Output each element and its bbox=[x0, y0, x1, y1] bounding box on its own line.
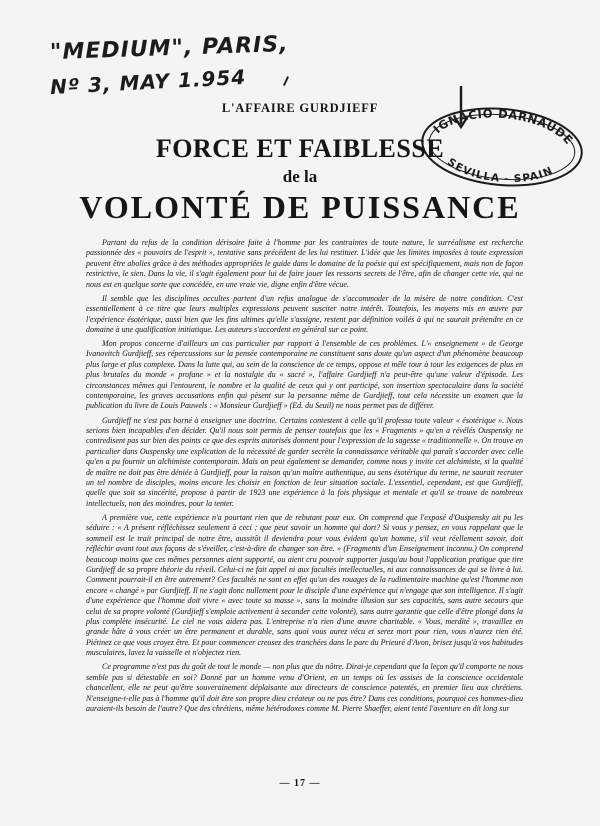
article-title-line-1: FORCE ET FAIBLESSE bbox=[155, 134, 445, 163]
paragraph: Partant du refus de la condition dérisoire faite à l'homme par les contraintes de toute nature, le surréalisme est recherche passionnée des « pouvoirs de l'esprit », tentative sans précédent de les lui restituer. L'idée que les limites imposées à toute expression peuvent être abolies grâce à des méthodes appropriées le guide dans le domaine de la poésie qui est spécifiquement, mais non de façon restrictive, le sien. Dans la vie, il s'agit également pour lui de faire jouer les ressorts secrets de l'être, afin de changer cette vie, qui ne nous est en quelque sorte que concédée, en une vraie vie, digne enfin d'être vécue. bbox=[86, 238, 523, 289]
article-title-line-2: de la bbox=[282, 167, 318, 186]
stamp-bottom-text: SEVILLA - SPAIN bbox=[444, 156, 555, 186]
article-title-line-3: VOLONTÉ DE PUISSANCE bbox=[79, 189, 521, 225]
paragraph: Gurdjieff ne s'est pas borné à enseigner une doctrine. Certains contestent à celle qu'il professa toute valeur « ésotérique ». Nous serions bien incapables d'en décider. Qu'il nous soit permis de penser toutefois que les « Fragments » qu'en a révélés Ouspensky ne contredisent pas sur bien des points ce que des esprits autorisés donnent pour l'expression de la sagesse « traditionnelle ». On trouve en particulier dans Ouspensky une explication de la nécessité de garder secrète la connaissance véritable qui paraît s'accorder avec celle qu'en a pu fournir un alchimiste contemporain. Mais on peut également se demander, comme nous y invite cet alchimiste, si la qualité de maître ne doit pas être déniée à Gurdjieff, pour la raison qu'un maître authentique, au sens ésotérique du terme, ne saurait recruter un tel nombre de disciples, moins encore les choisir en fonction de leur situation sociale. L'essentiel, cependant, est que Gurdjieff, quelle que soit sa sincérité, propose à partir de 1923 une expérience à la fois physique et mentale et qu'il se trouve de nombreux intellectuels, non des moindres, pour la tenter. bbox=[86, 415, 523, 508]
handwritten-source-annotation: "MEDIUM", PARIS, bbox=[49, 31, 289, 66]
paragraph: Mon propos concerne d'ailleurs un cas particulier par rapport à l'ensemble de ces problèmes. L'« enseignement » de George Ivanovitch Gurdjieff, ses répercussions sur la pensée contemporaine ne constituent sans doute qu'un aspect d'un phénomène beaucoup plus large et plus complexe. Dans la lutte qui, au sein de la conscience de ce temps, oppose et mêle tour à tour les exigences de plus en plus brutales du monde « profane » et la nostalgie du « sacré », l'affaire Gurdjieff n'a peut-être qu'une valeur d'épisode. Les circonstances mêmes qui l'entourent, le nombre et la qualité de ceux qui y ont participé, son insertion spectaculaire dans la société contemporaine, les graves accusations enfin qui pèsent sur la personne même de Gurdjieff, tout cela nécessite un examen que la publication du livre de Louis Pauwels : « Monsieur Gurdjieff » (Ed. du Seuil) ne nous permet pas de différer. bbox=[86, 339, 523, 411]
paragraph: Il semble que les disciplines occultes partent d'un refus analogue de s'accommoder de la misère de notre condition. C'est essentiellement à ce titre que leurs multiples expressions peuvent susciter notre intérêt. Toutefois, les moyens mis en œuvre par l'expérience ésotérique, aussi bien que les fins ultimes qu'elle s'assigne, restent par définition voilés à qui ne saurait prétendre en ce domaine à une qualification initiatique. Les auteurs s'accordent en général sur ce point. bbox=[86, 293, 523, 334]
article-kicker: L'AFFAIRE GURDJIEFF bbox=[221, 101, 379, 115]
handwritten-tick-mark bbox=[283, 76, 289, 86]
paragraph: A première vue, cette expérience n'a pourtant rien que de rebutant pour eux. On comprend que l'exposé d'Ouspensky ait pu les séduire : « A présent réfléchissez seulement à ceci ; que peut savoir un homme qui dort? Si vous y pensez, en vous rappelant que le sommeil est le trait principal de notre être, aussitôt il deviendra pour vous évident qu'un homme, s'il veut réellement savoir, doit réfléchir avant tout aux façons de s'éveiller, c'est-à-dire de changer son être. » (Fragments d'un Enseignement inconnu.) On comprend beaucoup moins que ces mêmes personnes aient supporté, ou aient cru pouvoir supporter jusqu'au bout l'application pratique que tire Gurdjieff de sa propre théorie du réveil. Celui-ci ne fait appel ni aux facultés intellectuelles, ni aux connaissances de qui se livre à lui. Comment pourrait-il en être autrement? Ces facultés ne sont en effet qu'un des rouages de la rudimentaire machine qu'est l'homme non encore « changé » par Gurdjieff. Il ne s'agit donc nullement pour le disciple d'une expérience qui n'engage que son intelligence. Il s'agit d'une expérience que l'homme doit vivre « avec toute sa masse », sans la moindre illusion sur ses capacités, sans autre secours que celui de sa propre volonté (Gurdjieff s'emploie activement à seconder cette volonté), sans autre garantie que celle d'être plongé dans la plus complète insécurité. Le ciel ne vous aidera pas. L'entreprise n'a rien d'une œuvre charitable. « Vous, merdité », travaillez en grande hâte à vous créer un être permanent et durable, sans quoi vous aurez vécu et serez mort pour rien, vous n'aurez rien été. Piétinez ce que vous croyez être. Et pour commencer creusez des tranchées dans le parc du Prieuré d'Avon, brisez jusqu'à vos habitudes musculaires, lavez la vaisselle et n'objectez rien. bbox=[86, 512, 523, 658]
stamp-top-text: IGNACIO DARNAUDE bbox=[430, 106, 577, 148]
page-number: — 17 — bbox=[279, 778, 321, 789]
paragraph: Ce programme n'est pas du goût de tout le monde — non plus que du nôtre. Dirai-je cependant que la leçon qu'il comporte ne nous semble pas si détestable en soi? Donné par un homme venu d'Orient, en un temps où les assises de la conscience occidentale chancellent, elle ne peut qu'être souverainement déplaisante aux directeurs de conscience patentés, en premier lieu aux chrétiens. N'enseigne-t-elle pas à l'homme qu'il doit être son propre dieu créateur ou ne pas être? Dans ces conditions, pourquoi ces hommes-dieu auraient-ils besoin de l'autre? Que des chrétiens, même hétérodoxes comme M. Pierre Shaeffer, aient tenté l'aventure en dit long sur bbox=[86, 662, 523, 713]
handwritten-issue-annotation: Nº 3, MAY 1.954 bbox=[49, 64, 247, 100]
article-body bbox=[86, 238, 523, 714]
